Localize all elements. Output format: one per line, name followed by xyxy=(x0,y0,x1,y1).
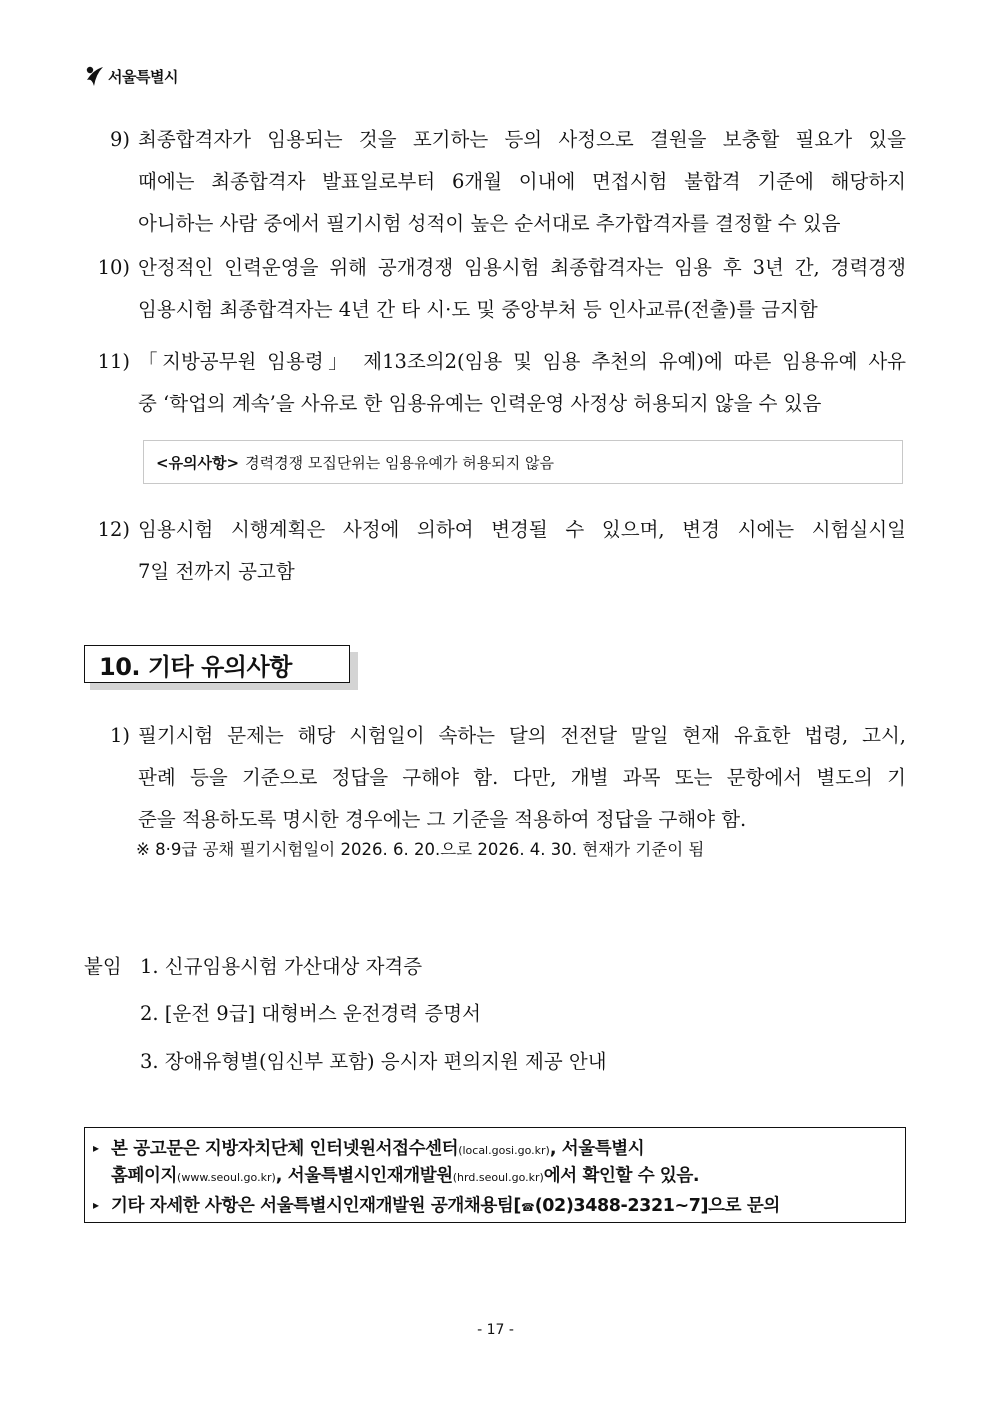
notice-text: 홈페이지 xyxy=(111,1166,178,1186)
seoul-logo xyxy=(84,62,178,90)
item-text-line: 「지방공무원 임용령」 제13조의2(임용 및 임용 추천의 유예)에 따른 임용유예 사유 xyxy=(138,350,906,373)
section-title-text: 10. 기타 유의사항 xyxy=(99,652,292,681)
notice-url: (hrd.seoul.go.kr) xyxy=(452,1171,544,1184)
item-text-line: 안정적인 인력운영을 위해 공개경쟁 임용시험 최종합격자는 임용 후 3년 간, 경력경쟁 xyxy=(138,256,906,279)
item-text-line: 아니하는 사람 중에서 필기시험 성적이 높은 순서대로 추가합격자를 결정할 수 있음 xyxy=(138,212,841,235)
notice-url: (www.seoul.go.kr) xyxy=(177,1171,276,1184)
note-text: 경력경쟁 모집단위는 임용유예가 허용되지 않음 xyxy=(245,453,554,472)
item-text-line: 필기시험 문제는 해당 시험일이 속하는 달의 전전달 말일 현재 유효한 법령, 고시, xyxy=(138,724,906,747)
attachments-label: 붙임 xyxy=(84,955,122,978)
item-text-line: 최종합격자가 임용되는 것을 포기하는 등의 사정으로 결원을 보충할 필요가 있을 xyxy=(138,128,906,151)
notice-text: , 서울특별시 xyxy=(549,1139,645,1159)
bullet-icon: ▸ xyxy=(93,1198,99,1212)
item-text-line: 임용시험 시행계획은 사정에 의하여 변경될 수 있으며, 변경 시에는 시험실시일 xyxy=(138,518,906,541)
notice-box xyxy=(84,1127,906,1223)
item-number: 12) xyxy=(97,518,130,541)
reference-remark: ※ 8·9급 공채 필기시험일이 2026. 6. 20.으로 2026. 4. 30. 현재가 기준이 됨 xyxy=(136,840,705,859)
note-label: <유의사항> xyxy=(156,453,240,472)
notice-line-2 xyxy=(111,1162,699,1187)
bullet-icon: ▸ xyxy=(93,1141,99,1155)
item-text-line: 판례 등을 기준으로 정답을 구해야 함. 다만, 개별 과목 또는 문항에서 별도의 기 xyxy=(138,766,906,789)
attachment-item-3: 3. 장애유형별(임신부 포함) 응시자 편의지원 제공 안내 xyxy=(140,1050,607,1073)
notice-line-3 xyxy=(93,1192,780,1217)
note-box xyxy=(143,440,903,484)
item-number: 1) xyxy=(109,724,130,747)
page-number: - 17 - xyxy=(477,1322,514,1338)
item-number: 9) xyxy=(109,128,130,151)
item-text-line: 중 ‘학업의 계속’을 사유로 한 임용유예는 인력운영 사정상 허용되지 않을 수 있음 xyxy=(138,392,822,415)
item-text-line: 7일 전까지 공고함 xyxy=(138,560,295,583)
notice-text: 에서 확인할 수 있음. xyxy=(543,1166,700,1186)
notice-text: (02)3488-2321~7]으로 문의 xyxy=(534,1196,780,1216)
list-item-9 xyxy=(92,119,906,245)
list-item-11 xyxy=(92,341,906,425)
item-text-line: 준을 적용하도록 명시한 경우에는 그 기준을 적용하여 정답을 구해야 함. xyxy=(138,808,747,831)
item-text-line: 때에는 최종합격자 발표일로부터 6개월 이내에 면접시험 불합격 기준에 해당하지 xyxy=(138,170,906,193)
list-item-10 xyxy=(92,247,906,331)
attachment-item-1: 1. 신규임용시험 가산대상 자격증 xyxy=(140,955,423,978)
item-text-line: 임용시험 최종합격자는 4년 간 타 시·도 및 중앙부처 등 인사교류(전출)를 금지함 xyxy=(138,298,818,321)
section-list-item-1 xyxy=(92,715,906,841)
phone-icon: ☎ xyxy=(520,1201,535,1214)
notice-text: 본 공고문은 지방자치단체 인터넷원서접수센터 xyxy=(111,1139,459,1159)
item-number: 10) xyxy=(97,256,130,279)
attachment-item-2: 2. [운전 9급] 대형버스 운전경력 증명서 xyxy=(140,1002,481,1025)
item-number: 11) xyxy=(97,350,130,373)
list-item-12 xyxy=(92,509,906,593)
notice-line-1 xyxy=(93,1135,644,1160)
notice-url: (local.gosi.go.kr) xyxy=(458,1144,550,1157)
notice-text: , 서울특별시인재개발원 xyxy=(275,1166,453,1186)
seoul-logo-icon xyxy=(84,64,106,88)
section-title xyxy=(84,645,350,683)
logo-text: 서울특별시 xyxy=(108,67,178,86)
notice-text: 기타 자세한 사항은 서울특별시인재개발원 공개채용팀[ xyxy=(111,1196,521,1216)
